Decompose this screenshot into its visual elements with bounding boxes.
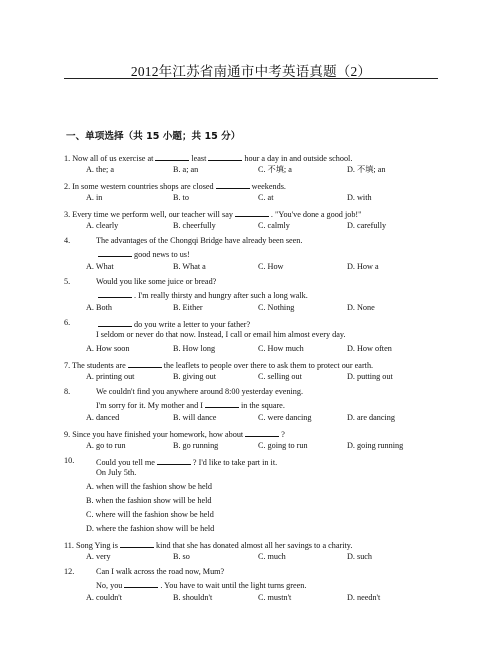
question-11 <box>64 539 444 551</box>
option-c[interactable]: C. much <box>258 552 286 561</box>
question-text: I'm sorry for it. My mother and I <box>96 401 203 410</box>
question-text: kind that she has donated almost all her savings to a charity. <box>156 541 353 550</box>
option-c[interactable]: C. How much <box>258 344 304 353</box>
question-text: Since you have finished your homework, how about <box>72 430 244 439</box>
question-text: . I'm really thirsty and hungry after such a long walk. <box>134 291 308 300</box>
answer-blank <box>245 428 279 437</box>
option-b[interactable]: B. How long <box>173 344 216 353</box>
answer-blank <box>124 579 158 588</box>
option-b[interactable]: B. shouldn't <box>173 593 213 602</box>
question-text: . "You've done a good job!" <box>270 210 362 219</box>
question-number: 12. <box>64 567 75 576</box>
question-12-line-1: Can I walk across the road now, Mum? <box>96 567 225 576</box>
option-a[interactable]: A. couldn't <box>86 593 123 602</box>
question-8-line-2 <box>96 399 285 411</box>
question-text: In some western countries shops are closed <box>72 182 214 191</box>
option-a[interactable]: A. Both <box>86 303 112 312</box>
option-b[interactable]: B. to <box>173 193 189 202</box>
option-c[interactable]: C. calmly <box>258 221 290 230</box>
question-6-line-1 <box>96 318 250 330</box>
answer-blank <box>205 399 239 408</box>
answer-blank <box>155 152 189 161</box>
question-2 <box>64 180 444 192</box>
answer-blank <box>216 180 250 189</box>
question-text: ? I'd like to take part in it. <box>192 458 278 467</box>
option-c[interactable]: C. where will the fashion show be held <box>86 510 214 519</box>
option-c[interactable]: C. selling out <box>258 372 302 381</box>
option-c[interactable]: C. How <box>258 262 284 271</box>
question-text: good news to us! <box>134 250 190 259</box>
option-d[interactable]: D. How often <box>347 344 392 353</box>
answer-blank <box>120 539 154 548</box>
option-a[interactable]: A. go to run <box>86 441 126 450</box>
option-c[interactable]: C. mustn't <box>258 593 292 602</box>
option-a[interactable]: A. danced <box>86 413 120 422</box>
question-number: 11. <box>64 541 74 550</box>
question-text: the leaflets to people over there to ask them to protect our earth. <box>163 361 374 370</box>
question-1 <box>64 152 444 164</box>
answer-blank <box>98 248 132 257</box>
question-number: 10. <box>64 456 75 465</box>
answer-blank <box>208 152 242 161</box>
question-text: ? <box>281 430 285 439</box>
option-b[interactable]: B. giving out <box>173 372 216 381</box>
question-number: 6. <box>64 318 71 327</box>
question-4-line-2 <box>96 248 190 260</box>
question-10-line-1 <box>96 456 277 468</box>
question-4-line-1: The advantages of the Chongqi Bridge have already been seen. <box>96 236 303 245</box>
option-c[interactable]: C. 不填; a <box>258 165 292 174</box>
option-b[interactable]: B. when the fashion show will be held <box>86 496 212 505</box>
option-d[interactable]: D. such <box>347 552 373 561</box>
option-c[interactable]: C. at <box>258 193 274 202</box>
option-d[interactable]: D. None <box>347 303 375 312</box>
answer-blank <box>235 208 269 217</box>
option-d[interactable]: D. going running <box>347 441 404 450</box>
option-a[interactable]: A. very <box>86 552 111 561</box>
answer-blank <box>157 456 191 465</box>
question-number: 5. <box>64 277 71 286</box>
question-text: Song Ying is <box>75 541 118 550</box>
question-3 <box>64 208 444 220</box>
option-b[interactable]: B. cheerfully <box>173 221 216 230</box>
option-b[interactable]: B. so <box>173 552 190 561</box>
option-a[interactable]: A. clearly <box>86 221 119 230</box>
question-8-line-1: We couldn't find you anywhere around 8:00 yesterday evening. <box>96 387 304 396</box>
question-text: . You have to wait until the light turns green. <box>160 581 307 590</box>
question-text: No, you <box>96 581 123 590</box>
option-b[interactable]: B. will dance <box>173 413 217 422</box>
question-text: hour a day in and outside school. <box>244 154 353 163</box>
option-a[interactable]: A. How soon <box>86 344 130 353</box>
question-7 <box>64 359 444 371</box>
option-a[interactable]: A. in <box>86 193 103 202</box>
answer-blank <box>98 289 132 298</box>
option-c[interactable]: C. were dancing <box>258 413 312 422</box>
question-text: Could you tell me <box>96 458 155 467</box>
question-5-line-2 <box>96 289 308 301</box>
question-10-line-2: On July 5th. <box>96 468 137 477</box>
option-d[interactable]: D. putting out <box>347 372 393 381</box>
option-c[interactable]: C. going to run <box>258 441 308 450</box>
option-d[interactable]: D. with <box>347 193 372 202</box>
question-text: do you write a letter to your father? <box>134 320 251 329</box>
option-a[interactable]: A. the; a <box>86 165 114 174</box>
question-text: Now all of us exercise at <box>72 154 154 163</box>
answer-blank <box>98 318 132 327</box>
question-text: Every time we perform well, our teacher will say <box>72 210 233 219</box>
question-text: weekends. <box>251 182 286 191</box>
question-9 <box>64 428 444 440</box>
option-b[interactable]: B. go running <box>173 441 219 450</box>
question-number: 1. <box>64 154 71 163</box>
question-number: 7. <box>64 361 71 370</box>
question-number: 4. <box>64 236 71 245</box>
question-number: 3. <box>64 210 71 219</box>
option-d[interactable]: D. needn't <box>347 593 381 602</box>
option-d[interactable]: D. carefully <box>347 221 387 230</box>
option-d[interactable]: D. 不填; an <box>347 165 386 174</box>
option-a[interactable]: A. What <box>86 262 114 271</box>
answer-blank <box>128 359 162 368</box>
question-6-line-2: I seldom or never do that now. Instead, I call or email him almost every day. <box>96 330 346 339</box>
page-title: 2012年江苏省南通市中考英语真题（2） <box>130 64 372 79</box>
option-d[interactable]: D. are dancing <box>347 413 395 422</box>
section-heading: 一、单项选择（共 15 小题；共 15 分） <box>66 131 241 142</box>
option-d[interactable]: D. where the fashion show will be held <box>86 524 215 533</box>
question-text: The students are <box>72 361 126 370</box>
option-d[interactable]: D. How a <box>347 262 379 271</box>
question-text: in the square. <box>240 401 285 410</box>
option-a[interactable]: A. when will the fashion show be held <box>86 482 212 491</box>
option-b[interactable]: B. What a <box>173 262 206 271</box>
option-b[interactable]: B. Either <box>173 303 203 312</box>
option-a[interactable]: A. printing out <box>86 372 135 381</box>
title-divider <box>64 78 438 79</box>
question-5-line-1: Would you like some juice or bread? <box>96 277 217 286</box>
question-12-line-2 <box>96 579 306 591</box>
question-text: least <box>191 154 207 163</box>
question-number: 9. <box>64 430 71 439</box>
option-c[interactable]: C. Nothing <box>258 303 295 312</box>
question-number: 8. <box>64 387 71 396</box>
question-number: 2. <box>64 182 71 191</box>
option-b[interactable]: B. a; an <box>173 165 199 174</box>
